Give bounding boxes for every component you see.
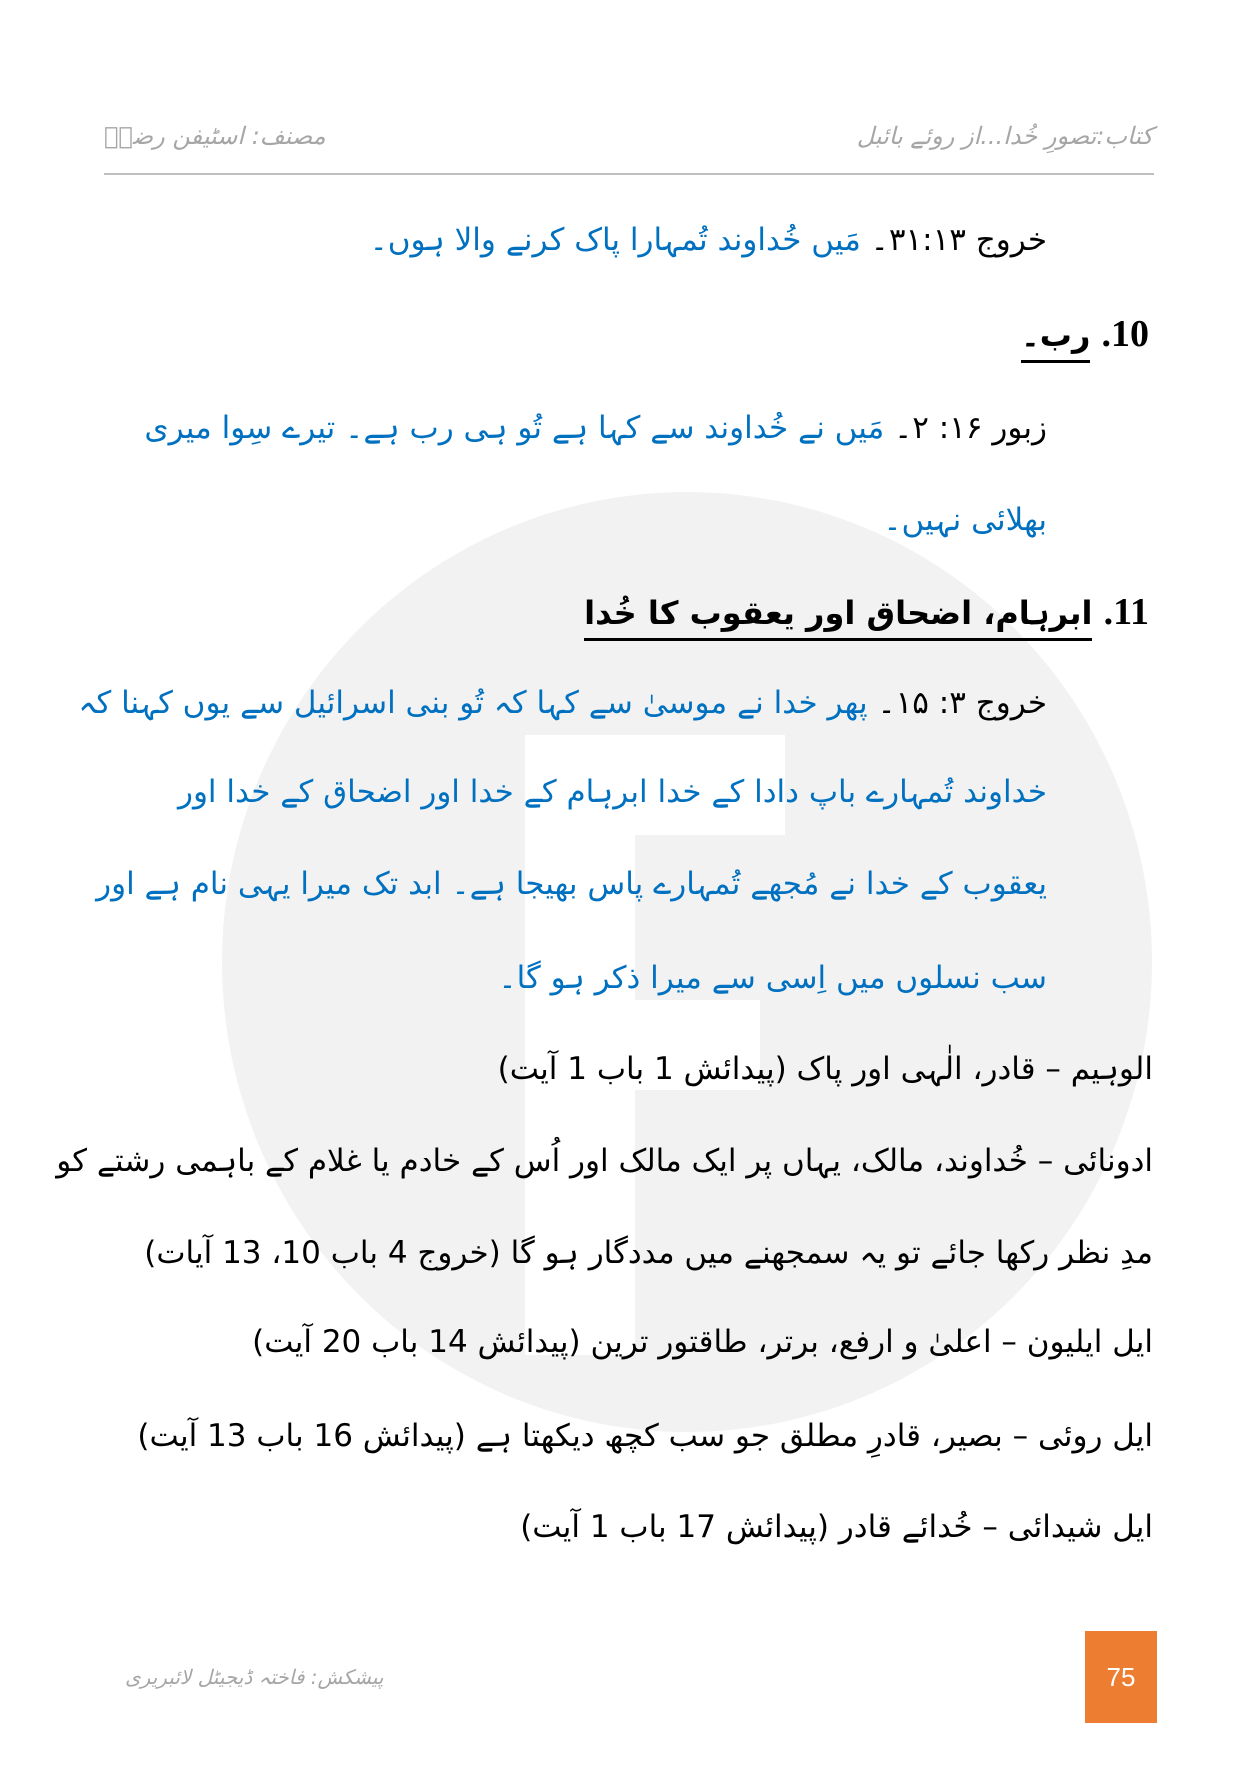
- header-divider: [104, 173, 1154, 175]
- verse-text: سب نسلوں میں اِسی سے میرا ذکر ہو گا۔: [498, 960, 1047, 996]
- verse-text: یعقوب کے خدا نے مُجھے تُمہارے پاس بھیجا ہے۔ ابد تک میرا یہی نام ہے اور: [96, 866, 1047, 902]
- verse-ref: خروج ۳۱:۱۳۔: [870, 222, 1047, 258]
- author-name: مصنف: اسٹیفن رضاؔ: [104, 122, 326, 150]
- verse-line: [144, 410, 1047, 446]
- verse-text: خداوند تُمہارے باپ دادا کے خدا ابرہام کے خدا اور اضحاق کے خدا اور: [177, 774, 1047, 810]
- section-heading: [584, 590, 1149, 634]
- verse-text: مَیں نے خُداوند سے کہا ہے تُو ہی رب ہے۔ تیرے سِوا میری: [144, 410, 885, 446]
- name-line: الوہیم – قادر، الٰہی اور پاک (پیدائش 1 باب 1 آیت): [497, 1051, 1153, 1087]
- name-line: ایل روئی – بصیر، قادرِ مطلق جو سب کچھ دیکھتا ہے (پیدائش 16 باب 13 آیت): [137, 1418, 1153, 1454]
- page-number: 75: [1085, 1631, 1157, 1723]
- section-heading: [1021, 312, 1149, 356]
- verse-line: [78, 685, 1047, 721]
- heading-number: 10.: [1101, 313, 1149, 355]
- verse-ref: خروج ۳: ۱۵۔: [877, 685, 1047, 721]
- verse-ref: زبور ۱۶: ۲۔: [894, 410, 1047, 446]
- heading-title: رب۔: [1021, 316, 1090, 363]
- footer-presenter: پیشکش: فاختہ ڈیجیٹل لائبریری: [125, 1665, 384, 1689]
- name-line: مدِ نظر رکھا جائے تو یہ سمجھنے میں مددگار ہو گا (خروج 4 باب 10، 13 آیات): [144, 1235, 1153, 1271]
- name-line: ایل ایلیون – اعلیٰ و ارفع، برتر، طاقتور ترین (پیدائش 14 باب 20 آیت): [252, 1324, 1153, 1360]
- heading-title: ابرہام، اضحاق اور یعقوب کا خُدا: [584, 594, 1092, 641]
- heading-number: 11.: [1103, 591, 1149, 633]
- book-title: کتاب:تصورِ خُدا...از روئے بائبل: [856, 122, 1153, 150]
- verse-text: پھر خدا نے موسیٰ سے کہا کہ تُو بنی اسرائیل سے یوں کہنا کہ: [78, 685, 868, 721]
- name-line: ایل شیدائی – خُدائے قادر (پیدائش 17 باب 1 آیت): [520, 1509, 1153, 1545]
- verse-line: [370, 222, 1047, 258]
- name-line: ادونائی – خُداوند، مالک، یہاں پر ایک مالک اور اُس کے خادم یا غلام کے باہمی رشتے کو: [56, 1143, 1153, 1179]
- verse-text: مَیں خُداوند تُمہارا پاک کرنے والا ہوں۔: [369, 222, 861, 258]
- verse-text: بھلائی نہیں۔: [883, 502, 1047, 538]
